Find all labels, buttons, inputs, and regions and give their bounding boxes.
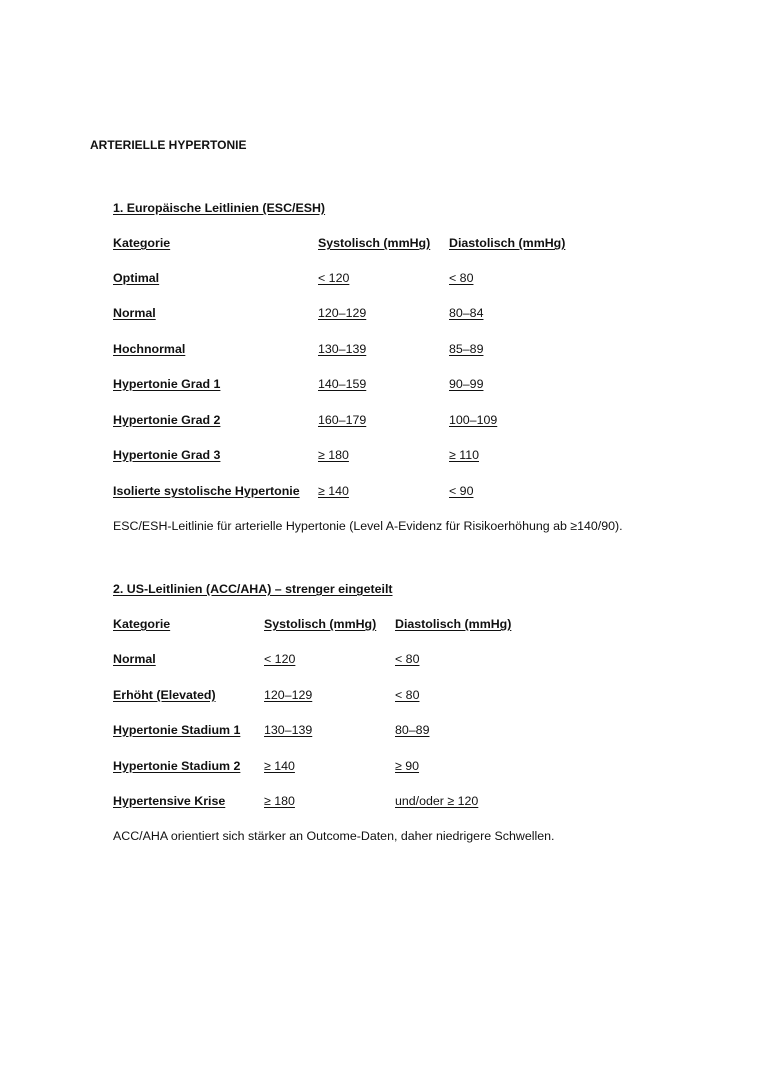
category-cell: Hypertonie Grad 3 [113, 448, 221, 462]
section-heading: 1. Europäische Leitlinien (ESC/ESH) [113, 201, 326, 215]
table-row [0, 376, 763, 392]
diastolic-cell: 100–109 [449, 413, 498, 427]
category-cell: Optimal [113, 271, 160, 285]
systolic-cell: ≥ 180 [264, 794, 295, 808]
section-note: ACC/AHA orientiert sich stärker an Outcome-Daten, daher niedrigere Schwellen. [113, 829, 555, 843]
systolic-cell: 140–159 [318, 377, 367, 391]
diastolic-cell: ≥ 90 [395, 759, 420, 773]
table-header-row [0, 616, 763, 632]
table-row [0, 483, 763, 499]
column-header-category: Kategorie [113, 236, 171, 250]
category-cell: Normal [113, 652, 156, 666]
table-row [0, 412, 763, 428]
table-row [0, 793, 763, 809]
table-row [0, 341, 763, 357]
section-heading: 2. US-Leitlinien (ACC/AHA) – strenger eingeteilt [113, 582, 393, 596]
systolic-cell: 130–139 [264, 723, 313, 737]
diastolic-cell: 80–84 [449, 306, 484, 320]
column-header-systolic: Systolisch (mmHg) [318, 236, 431, 250]
systolic-cell: 120–129 [318, 306, 367, 320]
table-header-row [0, 235, 763, 251]
table-row [0, 722, 763, 738]
category-cell: Hochnormal [113, 342, 186, 356]
diastolic-cell: 90–99 [449, 377, 484, 391]
diastolic-cell: 85–89 [449, 342, 484, 356]
systolic-cell: ≥ 140 [318, 484, 349, 498]
diastolic-cell: 80–89 [395, 723, 430, 737]
diastolic-cell: < 90 [449, 484, 474, 498]
diastolic-cell: < 80 [395, 652, 420, 666]
document-title: ARTERIELLE HYPERTONIE [90, 138, 247, 152]
systolic-cell: 130–139 [318, 342, 367, 356]
table-row [0, 651, 763, 667]
diastolic-cell: < 80 [449, 271, 474, 285]
column-header-diastolic: Diastolisch (mmHg) [395, 617, 512, 631]
diastolic-cell: ≥ 110 [449, 448, 479, 462]
diastolic-cell: < 80 [395, 688, 420, 702]
category-cell: Hypertonie Grad 1 [113, 377, 221, 391]
column-header-category: Kategorie [113, 617, 171, 631]
diastolic-cell: und/oder ≥ 120 [395, 794, 479, 808]
category-cell: Normal [113, 306, 156, 320]
systolic-cell: 160–179 [318, 413, 367, 427]
table-row [0, 447, 763, 463]
systolic-cell: ≥ 180 [318, 448, 349, 462]
section-note: ESC/ESH-Leitlinie für arterielle Hypertonie (Level A-Evidenz für Risikoerhöhung ab ≥140/90). [113, 519, 623, 533]
category-cell: Erhöht (Elevated) [113, 688, 216, 702]
table-row [0, 270, 763, 286]
category-cell: Hypertonie Stadium 2 [113, 759, 241, 773]
systolic-cell: < 120 [318, 271, 350, 285]
systolic-cell: < 120 [264, 652, 296, 666]
column-header-systolic: Systolisch (mmHg) [264, 617, 377, 631]
category-cell: Isolierte systolische Hypertonie [113, 484, 300, 498]
systolic-cell: ≥ 140 [264, 759, 295, 773]
category-cell: Hypertensive Krise [113, 794, 226, 808]
table-row [0, 305, 763, 321]
table-row [0, 687, 763, 703]
category-cell: Hypertonie Grad 2 [113, 413, 221, 427]
column-header-diastolic: Diastolisch (mmHg) [449, 236, 566, 250]
systolic-cell: 120–129 [264, 688, 313, 702]
table-row [0, 758, 763, 774]
category-cell: Hypertonie Stadium 1 [113, 723, 241, 737]
